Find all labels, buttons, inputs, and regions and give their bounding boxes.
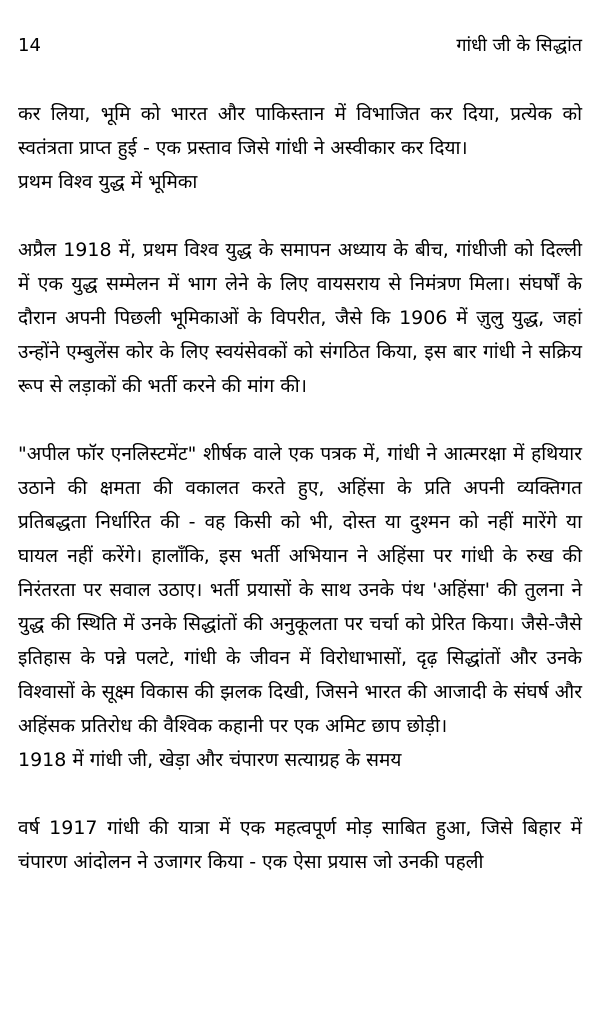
paragraph-partition-continued: कर लिया, भूमि को भारत और पाकिस्तान में विभाजित कर दिया, प्रत्येक को स्वतंत्रता प्राप्त हुई - एक प्रस्ताव जिसे गांधी ने अस्वीकार कर दिया। <box>18 103 582 159</box>
paragraph-champaran-1917: वर्ष 1917 गांधी की यात्रा में एक महत्वपूर्ण मोड़ साबित हुआ, जिसे बिहार में चंपारण आंदोलन ने उजागर किया - एक ऐसा प्रयास जो उनकी पहली <box>18 817 582 873</box>
paragraph-war-conference: अप्रैल 1918 में, प्रथम विश्व युद्ध के समापन अध्याय के बीच, गांधीजी को दिल्ली में एक युद्ध सम्मेलन में भाग लेने के लिए वायसराय से निमंत्रण मिला। संघर्षों के दौरान अपनी पिछली भूमिकाओं के विपरीत, जैसे कि 1906 में ज़ुलु युद्ध, जहां उन्होंने एम्बुलेंस कोर के लिए स्वयंसेवकों को संगठित किया, इस बार गांधी ने सक्रिय रूप से लड़ाकों की भर्ती करने की मांग की। <box>18 239 582 397</box>
page-body <box>18 97 582 879</box>
running-title: गांधी जी के सिद्धांत <box>456 35 582 56</box>
page-number: 14 <box>18 35 41 56</box>
section-heading-kheda-champaran: 1918 में गांधी जी, खेड़ा और चंपारण सत्याग्रह के समय <box>18 749 402 771</box>
paragraph-appeal-for-enlistment: "अपील फॉर एनलिस्टमेंट" शीर्षक वाले एक पत्रक में, गांधी ने आत्मरक्षा में हथियार उठाने की क्षमता की वकालत करते हुए, अहिंसा के प्रति अपनी व्यक्तिगत प्रतिबद्धता निर्धारित की - वह किसी को भी, दोस्त या दुश्मन को नहीं मारेंगे या घायल नहीं करेंगे। हालाँकि, इस भर्ती अभियान ने अहिंसा पर गांधी के रुख की निरंतरता पर सवाल उठाए। भर्ती प्रयासों के साथ उनके पंथ 'अहिंसा' की तुलना ने युद्ध की स्थिति में उनके सिद्धांतों की अनुकूलता पर चर्चा को प्रेरित किया। जैसे-जैसे इतिहास के पन्ने पलटे, गांधी के जीवन में विरोधाभासों, दृढ़ सिद्धांतों और उनके विश्वासों के सूक्ष्म विकास की झलक दिखी, जिसने भारत की आजादी के संघर्ष और अहिंसक प्रतिरोध की वैश्विक कहानी पर एक अमिट छाप छोड़ी। <box>18 443 582 737</box>
page-header <box>18 33 582 59</box>
section-heading-ww1-role: प्रथम विश्व युद्ध में भूमिका <box>18 171 198 193</box>
